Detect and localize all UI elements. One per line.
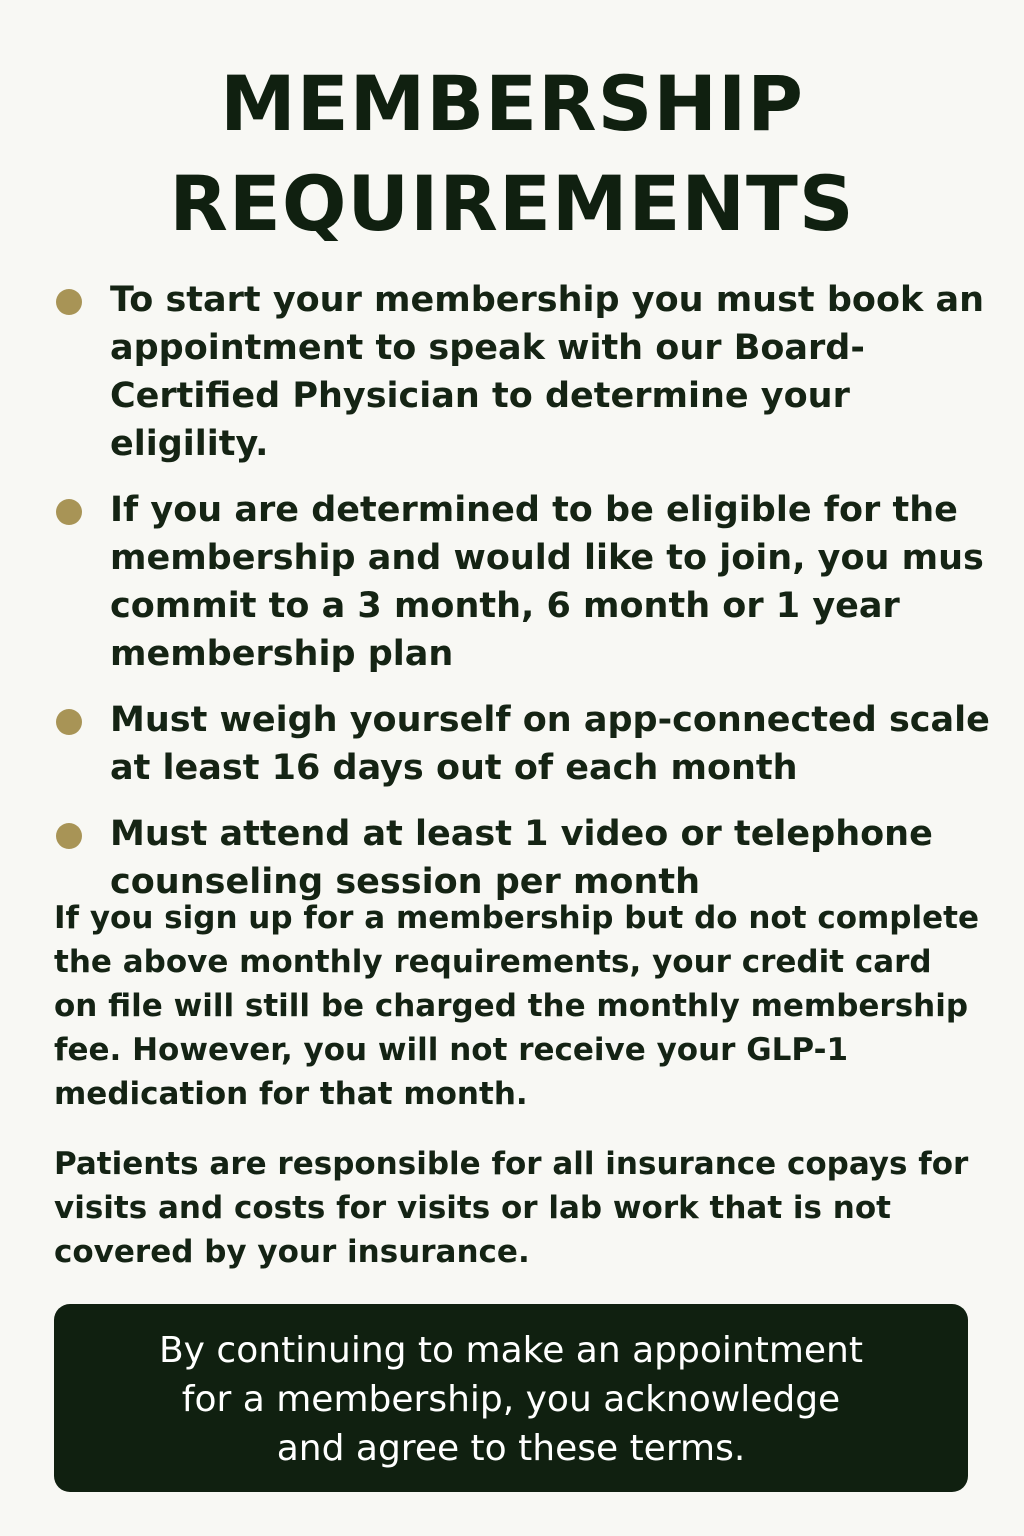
- page-title: [0, 54, 1024, 254]
- requirements-list: [56, 276, 1006, 924]
- bullet-dot-icon: [56, 289, 82, 315]
- acknowledgement-line-2: for a membership, you acknowledge: [181, 1379, 841, 1420]
- insurance-policy-paragraph: Patients are responsible for all insurance copays for visits and costs for visits or lab work that is not covered by your insurance.: [54, 1146, 969, 1270]
- bullet-dot-icon: [56, 823, 82, 849]
- requirement-text: Must weigh yourself on app-connected scale at least 16 days out of each month: [110, 700, 990, 788]
- acknowledgement-line-1: By continuing to make an appointment: [158, 1330, 863, 1371]
- requirement-text: If you are determined to be eligible for the membership and would like to join, you mus commit to a 3 month, 6 month or 1 year membership plan: [110, 490, 984, 674]
- acknowledgement-line-3: and agree to these terms.: [276, 1428, 746, 1469]
- billing-policy-paragraph: If you sign up for a membership but do not complete the above monthly requirements, your credit card on file will still be charged the monthly membership fee. However, you will not receive your GLP-1 medication for that month.: [54, 900, 979, 1112]
- acknowledgement-text: [54, 1326, 968, 1473]
- bullet-dot-icon: [56, 499, 82, 525]
- requirement-item: [56, 276, 1006, 468]
- requirement-item: [56, 486, 1006, 678]
- acknowledgement-banner: [54, 1304, 968, 1492]
- requirement-item: [56, 696, 1006, 792]
- title-line-1: MEMBERSHIP: [220, 59, 804, 148]
- title-line-2: REQUIREMENTS: [169, 159, 855, 248]
- requirement-text: To start your membership you must book an appointment to speak with our Board-Certified Physician to determine your eligility.: [110, 280, 984, 464]
- bullet-dot-icon: [56, 709, 82, 735]
- requirement-text: Must attend at least 1 video or telephone counseling session per month: [110, 814, 933, 902]
- requirement-item: [56, 810, 1006, 906]
